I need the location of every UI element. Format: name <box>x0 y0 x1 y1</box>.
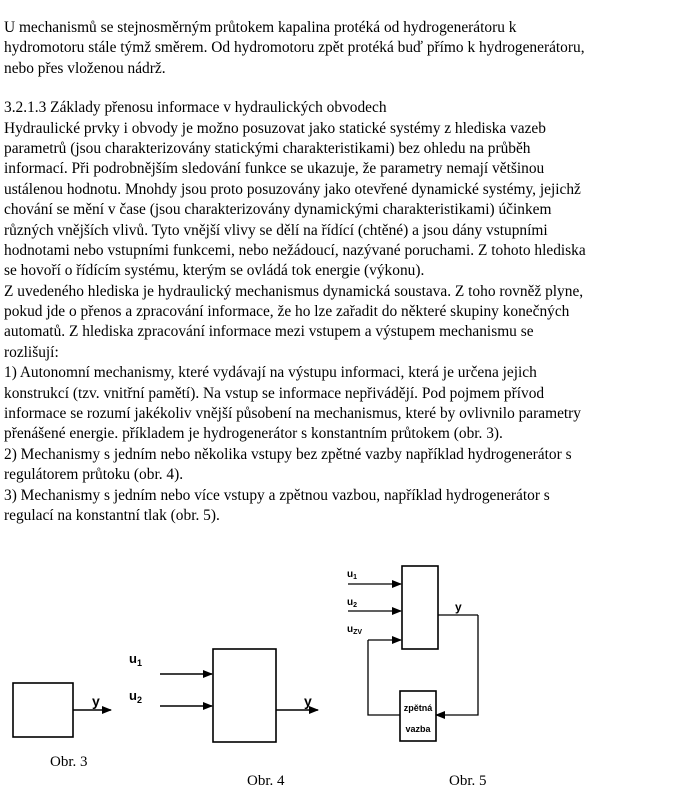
figure-4 <box>129 649 318 789</box>
main-paragraph <box>4 119 694 527</box>
text-line: pokud jde o přenos a zpracování informace, že ho lze zařadit do některé skupiny konečných <box>4 303 570 321</box>
feedback-label-line2: vazba <box>405 724 431 734</box>
figure-caption: Obr. 3 <box>50 754 88 770</box>
figure-caption: Obr. 4 <box>247 773 285 789</box>
text-line: automatů. Z hlediska zpracování informace mezi vstupem a výstupem mechanismu se <box>4 323 534 341</box>
document-body <box>4 18 694 526</box>
text-line: nebo přes vloženou nádrž. <box>4 59 166 77</box>
feedback-label-line1: zpětná <box>403 703 433 713</box>
input-label-u2: $u_2$ <box>347 597 358 609</box>
figure-caption: Obr. 5 <box>449 773 487 789</box>
block <box>13 683 73 737</box>
text-line: hodnotami nebo vstupními funkcemi, nebo nežádoucí, nazývané poruchami. Z tohoto hlediska <box>4 241 586 259</box>
feedback-to-input-path <box>368 640 400 715</box>
text-line: regulací na konstantní tlak (obr. 5). <box>4 506 220 524</box>
list-item-3: 3) Mechanismy s jedním nebo více vstupy a zpětnou vazbou, například hydrogenerátor s <box>4 486 550 504</box>
text-line: ustálenou hodnotu. Mnohdy jsou proto posuzovány jako otevřené dynamické systémy, jejichž <box>4 180 581 198</box>
feedback-return-path <box>436 615 478 715</box>
block <box>402 566 438 649</box>
output-label: y <box>92 693 100 709</box>
text-line: hydromotoru stále týmž směrem. Od hydromotoru zpět protéká buď přímo k hydrogenerátoru, <box>4 39 585 57</box>
section-heading: 3.2.1.3 Základy přenosu informace v hydraulických obvodech <box>4 99 387 117</box>
text-line: parametrů (jsou charakterizovány statickými charakteristikami) bez ohledu na průběh <box>4 139 531 157</box>
text-line: konstrukcí (tzv. vnitřní pamětí). Na vstup se informace nepřivádějí. Pod pojmem přívod <box>4 384 545 402</box>
list-item-2: 2) Mechanismy s jedním nebo několika vstupy bez zpětné vazby například hydrogenerátor s <box>4 445 572 463</box>
text-line: U mechanismů se stejnosměrným průtokem kapalina protéká od hydrogenerátoru k <box>4 19 517 36</box>
text-line: chování se mění v čase (jsou charakterizovány dynamickými charakteristikami) účinkem <box>4 201 552 219</box>
text-line: různých vnějších vlivů. Tyto vnější vlivy se dělí na řídící (chtěné) a jsou dány vstupními <box>4 221 548 239</box>
figure-3 <box>13 683 111 770</box>
text-line: informací. Při podrobnějším sledování funkce se ukazuje, že parametry nemají většinou <box>4 160 545 178</box>
intro-paragraph <box>4 18 694 79</box>
input-label-u2: $u_2$ <box>129 688 142 705</box>
text-line: regulátorem průtoku (obr. 4). <box>4 466 184 484</box>
text-line: informace se rozumí jakékoliv vnější působení na mechanismus, které by ovlivnilo parametry <box>4 405 581 423</box>
text-line: se hovoří o řídícím systému, kterým se ovládá tok energie (výkonu). <box>4 262 425 280</box>
block-diagrams <box>0 555 697 805</box>
text-line: rozlišují: <box>4 343 59 361</box>
output-label: y <box>304 693 312 709</box>
output-label: y <box>455 600 462 614</box>
input-label-u1: $u_1$ <box>129 651 142 668</box>
text-line: přenášené energie. příkladem je hydrogenerátor s konstantním průtokem (obr. 3). <box>4 425 503 443</box>
text-line: Z uvedeného hlediska je hydraulický mechanismus dynamická soustava. Z toho rovněž plyne, <box>4 282 584 300</box>
block <box>213 649 276 742</box>
input-label-uzv: $u_{ZV}$ <box>347 624 363 636</box>
list-item-1: 1) Autonomní mechanismy, které vydávají na výstupu informaci, která je určena jejich <box>4 364 537 382</box>
text-line: Hydraulické prvky i obvody je možno posuzovat jako statické systémy z hlediska vazeb <box>4 119 546 137</box>
figure-5 <box>347 566 487 789</box>
input-label-u1: $u_1$ <box>347 569 358 581</box>
